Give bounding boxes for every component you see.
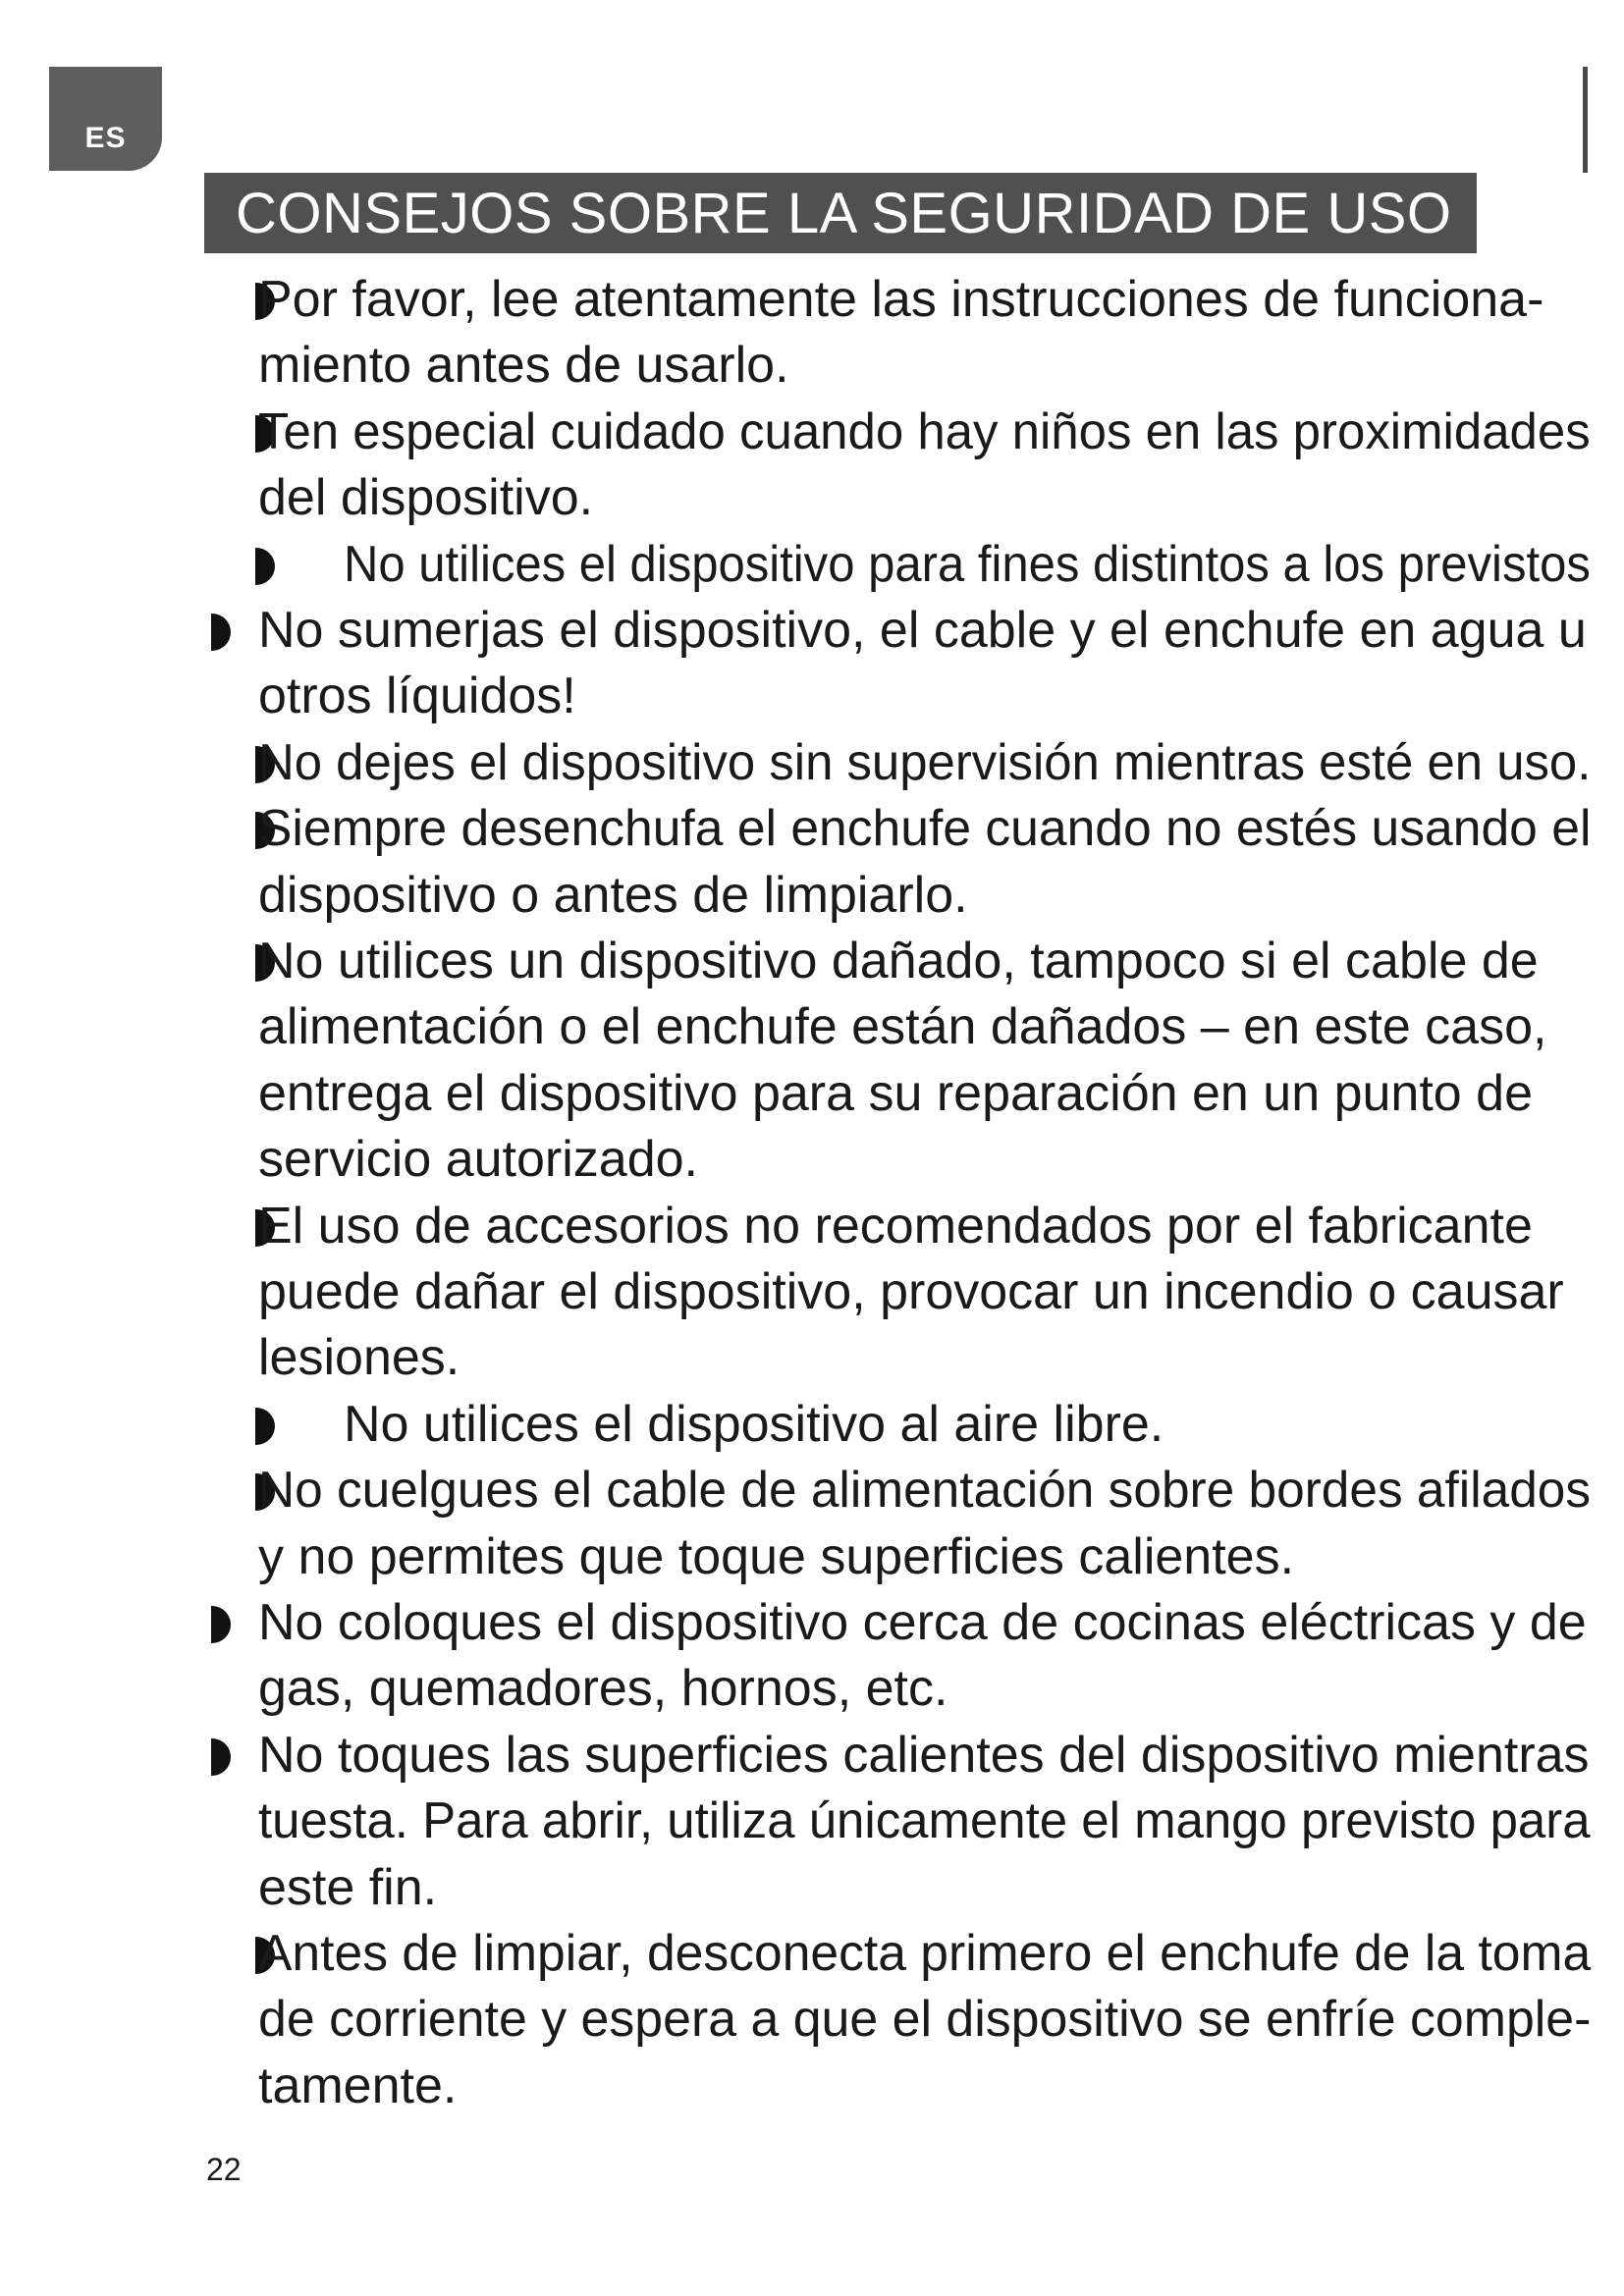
instruction-text-line: dispositivo o antes de limpiarlo.	[258, 866, 968, 924]
instruction-text-line: puede dañar el dispositivo, provocar un incendio o causar	[258, 1263, 1564, 1320]
instruction-text-line: Antes de limpiar, desconecta primero el enchufe de la toma	[258, 1925, 1592, 1982]
instruction-text-line: No utilices un dispositivo dañado, tampoco si el cable de	[258, 933, 1539, 989]
instruction-text-line: lesiones.	[258, 1329, 460, 1387]
instruction-text-line: Por favor, lee atentamente las instrucciones de funciona-	[258, 271, 1544, 328]
instruction-text-line: alimentación o el enchufe están dañados – en este caso,	[258, 998, 1547, 1056]
bullet-marker	[211, 614, 231, 651]
instruction-text-line: entrega el dispositivo para su reparación en un punto de	[258, 1064, 1533, 1122]
instruction-text-line: No toques las superficies calientes del dispositivo mientras	[258, 1726, 1590, 1784]
instruction-text-line: de corriente y espera a que el dispositivo se enfríe comple-	[258, 1991, 1592, 2049]
bullet-marker	[255, 548, 275, 585]
instruction-text-line: Ten especial cuidado cuando hay niños en las proximidades	[258, 402, 1591, 460]
instruction-text-line: miento antes de usarlo.	[258, 337, 789, 395]
bullet-marker	[211, 1606, 231, 1643]
instruction-text-line: No coloques el dispositivo cerca de cocinas eléctricas y de	[258, 1594, 1587, 1651]
bullet-marker	[255, 1408, 275, 1445]
instruction-text-line: El uso de accesorios no recomendados por el fabricante	[258, 1197, 1533, 1255]
instruction-text-line: No utilices el dispositivo para fines distintos a los previstos	[344, 535, 1591, 593]
instruction-text-line: gas, quemadores, hornos, etc.	[258, 1660, 948, 1718]
instruction-text-line: tamente.	[258, 2056, 458, 2114]
instruction-text-line: servicio autorizado.	[258, 1131, 698, 1189]
instruction-text-line: No cuelgues el cable de alimentación sobre bordes afilados	[258, 1462, 1592, 1520]
instruction-text-line: este fin.	[258, 1858, 438, 1916]
instruction-text-line: del dispositivo.	[258, 469, 594, 527]
page-number: 22	[206, 2152, 242, 2187]
language-code: ES	[84, 122, 127, 154]
instruction-text-line: No dejes el dispositivo sin supervisión mientras esté en uso.	[258, 733, 1592, 791]
page-title: CONSEJOS SOBRE LA SEGURIDAD DE USO	[236, 181, 1452, 245]
instruction-text-line: tuesta. Para abrir, utiliza únicamente el mango previsto para	[258, 1792, 1591, 1850]
instruction-text-line: Siempre desenchufa el enchufe cuando no estés usando el	[258, 800, 1592, 858]
instruction-text-line: y no permites que toque superficies calientes.	[258, 1527, 1295, 1585]
bullet-marker	[211, 1738, 231, 1776]
instruction-text-line: otros líquidos!	[258, 667, 576, 725]
instruction-text-line: No sumerjas el dispositivo, el cable y el enchufe en agua u	[258, 602, 1587, 659]
instruction-text-line: No utilices el dispositivo al aire libre.	[344, 1395, 1164, 1453]
